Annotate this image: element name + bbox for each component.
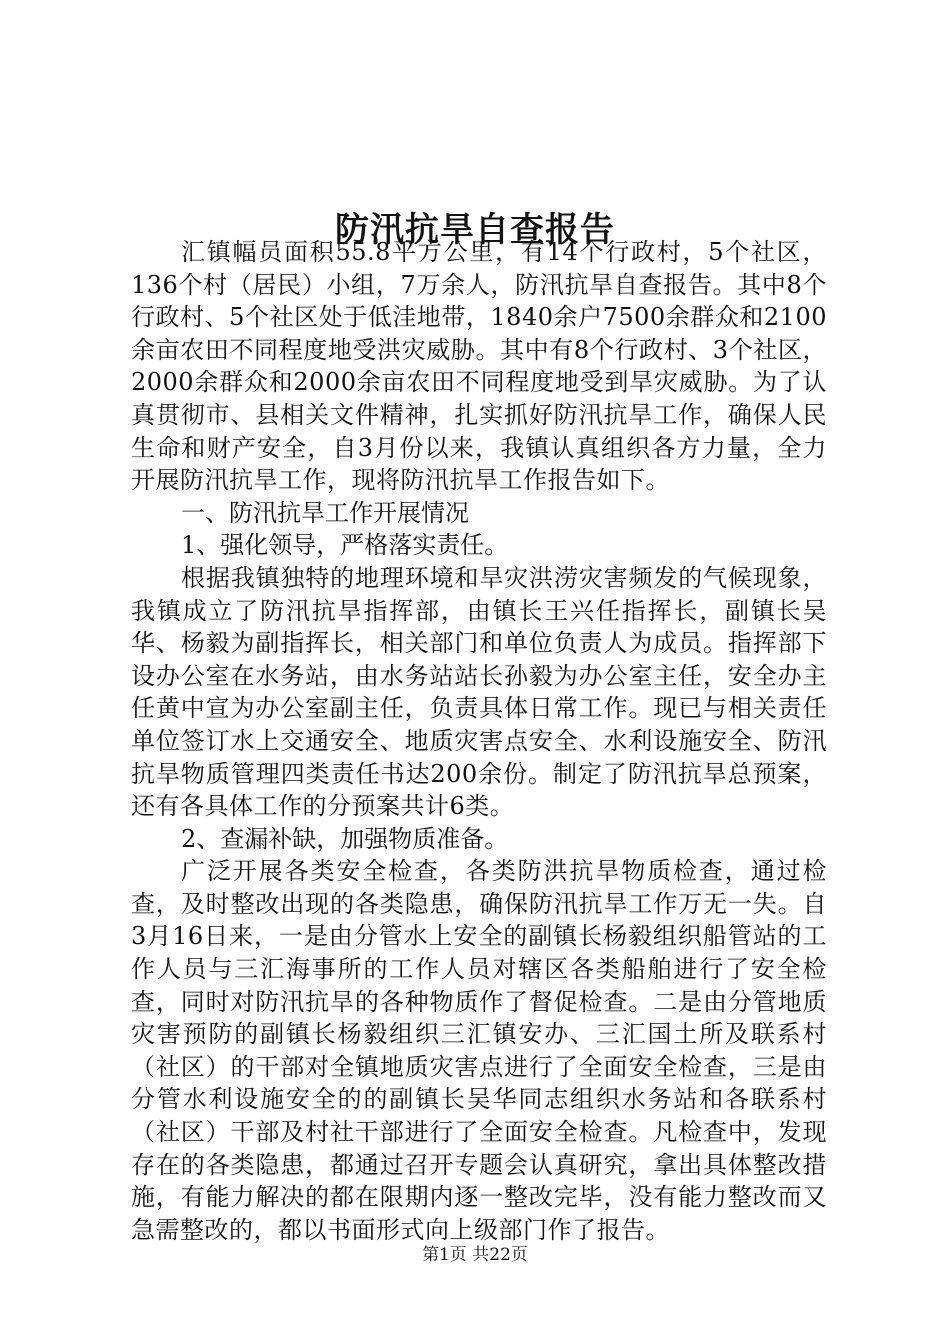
subsection-heading-1: 1、强化领导，严格落实责任。	[181, 531, 509, 560]
document-body	[131, 236, 827, 1246]
section-heading: 一、防汛抗旱工作开展情况	[181, 498, 469, 527]
subsection-2-paragraph: 广泛开展各类安全检查，各类防洪抗旱物质检查，通过检查，及时整改出现的各类隐患，确保防汛抗旱工作万无一失。自3月16日来，一是由分管水上安全的副镇长杨毅组织船管站的工作人员与三汇海事所的工作人员对辖区各类船舶进行了安全检查，同时对防汛抗旱的各种物质作了督促检查。二是由分管地质灾害预防的副镇长杨毅组织三汇镇安办、三汇国土所及联系村（社区）的干部对全镇地质灾害点进行了全面安全检查，三是由分管水利设施安全的的副镇长吴华同志组织水务站和各联系村（社区）干部及村社干部进行了全面安全检查。凡检查中，发现存在的各类隐患，都通过召开专题会认真研究，拿出具体整改措施，有能力解决的都在限期内逐一整改完毕，没有能力整改而又急需整改的，都以书面形式向上级部门作了报告。	[131, 857, 827, 1244]
document-title: 防汛抗旱自查报告	[335, 209, 615, 250]
page-footer: 第1页 共22页	[422, 1245, 528, 1265]
subsection-heading-2: 2、查漏补缺，加强物质准备。	[181, 824, 509, 853]
subsection-1-paragraph: 根据我镇独特的地理环境和旱灾洪涝灾害频发的气候现象，我镇成立了防汛抗旱指挥部，由镇长王兴任指挥长，副镇长吴华、杨毅为副指挥长，相关部门和单位负责人为成员。指挥部下设办公室在水务站，由水务站站长孙毅为办公室主任，安全办主任黄中宣为办公室副主任，负责具体日常工作。现已与相关责任单位签订水上交通安全、地质灾害点安全、水利设施安全、防汛抗旱物质管理四类责任书达200余份。制定了防汛抗旱总预案，还有各具体工作的分预案共计6类。	[131, 563, 827, 821]
intro-paragraph: 汇镇幅员面积55.8平方公里，有14个行政村，5个社区，136个村（居民）小组，7万余人，防汛抗旱自查报告。其中8个行政村、5个社区处于低洼地带，1840余户7500余群众和2100余亩农田不同程度地受洪灾威胁。其中有8个行政村、3个社区，2000余群众和2000余亩农田不同程度地受到旱灾威胁。为了认真贯彻市、县相关文件精神，扎实抓好防汛抗旱工作，确保人民生命和财产安全，自3月份以来，我镇认真组织各方力量，全力开展防汛抗旱工作，现将防汛抗旱工作报告如下。	[131, 238, 827, 495]
